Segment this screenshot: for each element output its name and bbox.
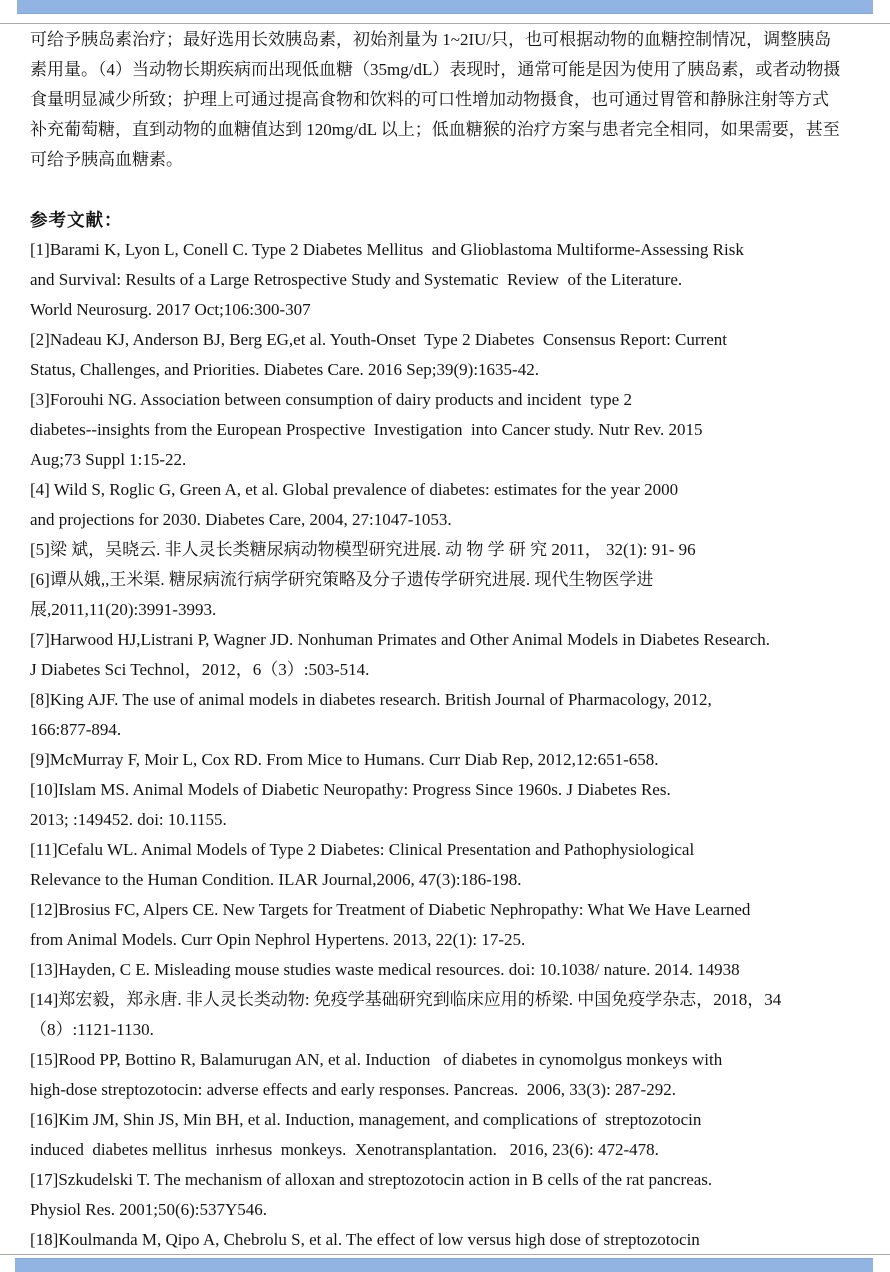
- references-heading: 参考文献：: [30, 210, 123, 230]
- text-line: Relevance to the Human Condition. ILAR Journal,2006, 47(3):186-198.: [30, 870, 522, 889]
- text-line: [9]McMurray F, Moir L, Cox RD. From Mice to Humans. Curr Diab Rep, 2012,12:651‐658.: [30, 750, 659, 769]
- text-line: 可给予胰高血糖素。: [30, 150, 183, 169]
- text-line: [18]Koulmanda M, Qipo A, Chebrolu S, et al. The effect of low versus high dose of streptozotocin: [30, 1230, 700, 1249]
- blank-line: [30, 175, 862, 205]
- text-line: diabetes--insights from the European Prospective Investigation into Cancer study. Nutr Rev. 2015: [30, 420, 703, 439]
- text-line: [7]Harwood HJ,Listrani P, Wagner JD. Nonhuman Primates and Other Animal Models in Diabetes Research.: [30, 630, 771, 649]
- text-line: World Neurosurg. 2017 Oct;106:300-307: [30, 300, 311, 319]
- text-line: 2013; :149452. doi: 10.1155.: [30, 810, 227, 829]
- bottom-page-divider: [0, 1254, 890, 1255]
- references-list: [30, 235, 862, 1255]
- text-line: [15]Rood PP, Bottino R, Balamurugan AN, et al. Induction of diabetes in cynomolgus monkeys with: [30, 1050, 723, 1069]
- text-line: 素用量。（4）当动物长期疾病而出现低血糖（35mg/dL）表现时，通常可能是因为使用了胰岛素，或者动物摄: [30, 60, 841, 79]
- text-line: 展,2011,11(20):3991-3993.: [30, 600, 217, 619]
- text-line: induced diabetes mellitus inrhesus monkeys. Xenotransplantation. 2016, 23(6): 472-478.: [30, 1140, 659, 1159]
- text-line: Aug;73 Suppl 1:15-22.: [30, 450, 187, 469]
- text-line: and projections for 2030. Diabetes Care, 2004, 27:1047-1053.: [30, 510, 452, 529]
- text-line: 补充葡萄糖，直到动物的血糖值达到 120mg/dL 以上；低血糖猴的治疗方案与患者完全相同，如果需要，甚至: [30, 120, 840, 139]
- text-line: [14]郑宏毅，郑永唐. 非人灵长类动物: 免疫学基础研究到临床应用的桥梁. 中国免疫学杂志，2018，34: [30, 990, 782, 1009]
- text-line: [16]Kim JM, Shin JS, Min BH, et al. Induction, management, and complications of streptozotocin: [30, 1110, 702, 1129]
- top-selection-highlight-bar: [17, 0, 873, 14]
- text-line: Status, Challenges, and Priorities. Diabetes Care. 2016 Sep;39(9):1635-42.: [30, 360, 539, 379]
- bottom-selection-highlight-bar: [15, 1258, 873, 1272]
- text-line: [13]Hayden, C E. Misleading mouse studies waste medical resources. doi: 10.1038/ nature. 2014. 14938: [30, 960, 740, 979]
- text-line: 166:877‐894.: [30, 720, 122, 739]
- text-line: [5]梁 斌，吴晓云. 非人灵长类糖尿病动物模型研究进展. 动 物 学 研 究 2011， 32(1): 91- 96: [30, 540, 696, 559]
- text-line: from Animal Models. Curr Opin Nephrol Hypertens. 2013, 22(1): 17‐25.: [30, 930, 526, 949]
- text-line: [6]谭从娥,,王米渠. 糖尿病流行病学研究策略及分子遗传学研究进展. 现代生物医学进: [30, 570, 654, 589]
- text-line: 食量明显减少所致；护理上可通过提高食物和饮料的可口性增加动物摄食，也可通过胃管和静脉注射等方式: [30, 90, 829, 109]
- text-line: Physiol Res. 2001;50(6):537Y546.: [30, 1200, 268, 1219]
- text-line: [10]Islam MS. Animal Models of Diabetic Neuropathy: Progress Since 1960s. J Diabetes Res.: [30, 780, 671, 799]
- paragraph-block: [30, 25, 862, 175]
- text-line: [17]Szkudelski T. The mechanism of alloxan and streptozotocin action in B cells of the rat pancreas.: [30, 1170, 713, 1189]
- top-page-divider: [0, 23, 890, 24]
- text-line: [11]Cefalu WL. Animal Models of Type 2 Diabetes: Clinical Presentation and Pathophysiological: [30, 840, 695, 859]
- text-line: [3]Forouhi NG. Association between consumption of dairy products and incident type 2: [30, 390, 632, 409]
- text-line: high-dose streptozotocin: adverse effects and early responses. Pancreas. 2006, 33(3): 287-292.: [30, 1080, 676, 1099]
- document-content: [30, 25, 862, 1255]
- text-line: [8]King AJF. The use of animal models in diabetes research. British Journal of Pharmacology, 2012,: [30, 690, 712, 709]
- text-line: [4] Wild S, Roglic G, Green A, et al. Global prevalence of diabetes: estimates for the year 2000: [30, 480, 679, 499]
- text-line: J Diabetes Sci Technol，2012，6（3）:503-514.: [30, 660, 370, 679]
- text-line: and Survival: Results of a Large Retrospective Study and Systematic Review of the Literature.: [30, 270, 683, 289]
- text-line: [2]Nadeau KJ, Anderson BJ, Berg EG,et al. Youth-Onset Type 2 Diabetes Consensus Report: Current: [30, 330, 727, 349]
- text-line: （8）:1121-1130.: [30, 1020, 154, 1039]
- text-line: [1]Barami K, Lyon L, Conell C. Type 2 Diabetes Mellitus and Glioblastoma Multiforme-Assessing Risk: [30, 240, 744, 259]
- text-line: [12]Brosius FC, Alpers CE. New Targets for Treatment of Diabetic Nephropathy: What We Have Learned: [30, 900, 751, 919]
- text-line: 可给予胰岛素治疗；最好选用长效胰岛素，初始剂量为 1~2IU/只，也可根据动物的血糖控制情况，调整胰岛: [30, 30, 832, 49]
